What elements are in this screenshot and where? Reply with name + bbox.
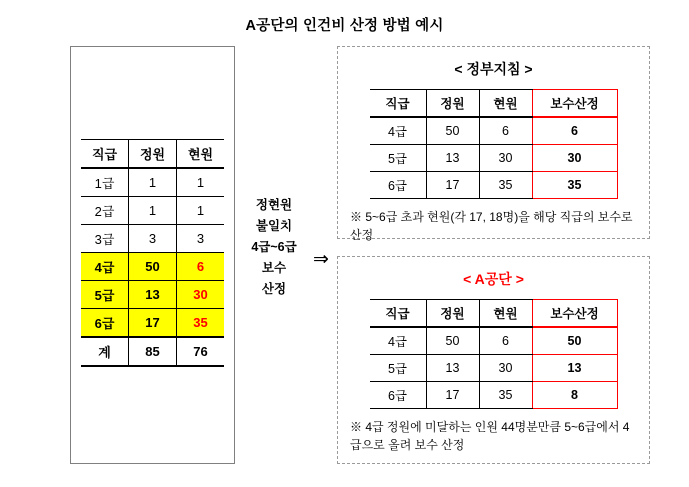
column-header-pay-calc: 보수산정	[532, 300, 617, 328]
middle-annotation	[238, 195, 310, 300]
government-title: < 정부지침 >	[454, 61, 533, 77]
cell-quota: 50	[426, 117, 479, 145]
table-row	[370, 327, 618, 355]
cell-current: 30	[479, 145, 532, 172]
table-row	[81, 225, 224, 253]
arrow-right-icon: ⇒	[313, 249, 329, 270]
cell-pay-calc: 6	[532, 117, 617, 145]
cell-current: 35	[479, 172, 532, 199]
column-header-pay-calc: 보수산정	[532, 90, 617, 118]
table-header-row	[370, 300, 618, 328]
column-header-quota: 정원	[129, 140, 177, 169]
cell-current: 6	[479, 327, 532, 355]
table-row	[370, 382, 618, 409]
cell-quota: 17	[426, 382, 479, 409]
column-header-grade: 직급	[370, 300, 427, 328]
table-header-row	[370, 90, 618, 118]
annotation-line: 4급~6급	[251, 240, 297, 254]
cell-quota: 1	[129, 197, 177, 225]
table-row	[81, 168, 224, 197]
staffing-table	[81, 139, 224, 367]
cell-quota: 50	[426, 327, 479, 355]
cell-current: 6	[479, 117, 532, 145]
column-header-current: 현원	[479, 300, 532, 328]
table-total-row	[81, 337, 224, 366]
cell-current: 3	[177, 225, 225, 253]
cell-quota: 17	[426, 172, 479, 199]
column-header-quota: 정원	[426, 90, 479, 118]
cell-grade: 4급	[81, 253, 129, 281]
cell-current: 35	[479, 382, 532, 409]
cell-grade: 5급	[81, 281, 129, 309]
annotation-line: 보수	[261, 261, 287, 275]
cell-quota: 3	[129, 225, 177, 253]
table-row-highlighted	[81, 253, 224, 281]
government-note: ※ 5~6급 초과 현원(각 17, 18명)을 해당 직급의 보수로 산정	[350, 210, 633, 242]
cell-current: 35	[177, 309, 225, 338]
cell-grade: 2급	[81, 197, 129, 225]
table-row	[370, 172, 618, 199]
table-row-highlighted	[81, 281, 224, 309]
cell-grade: 6급	[81, 309, 129, 338]
table-row	[370, 355, 618, 382]
cell-grade: 5급	[370, 355, 427, 382]
cell-quota: 13	[426, 355, 479, 382]
cell-pay-calc: 30	[532, 145, 617, 172]
cell-grade: 6급	[370, 172, 427, 199]
cell-total-current: 76	[177, 337, 225, 366]
cell-grade: 6급	[370, 382, 427, 409]
column-header-current: 현원	[177, 140, 225, 169]
cell-current: 30	[479, 355, 532, 382]
cell-grade: 3급	[81, 225, 129, 253]
table-row	[370, 117, 618, 145]
cell-pay-calc: 13	[532, 355, 617, 382]
cell-quota: 50	[129, 253, 177, 281]
agency-note: ※ 4급 정원에 미달하는 인원 44명분만큼 5~6급에서 4급으로 올려 보수 산정	[350, 420, 630, 452]
cell-current: 30	[177, 281, 225, 309]
table-row	[81, 197, 224, 225]
cell-grade: 4급	[370, 117, 427, 145]
table-row	[370, 145, 618, 172]
agency-box	[337, 256, 650, 464]
cell-quota: 13	[426, 145, 479, 172]
agency-table	[370, 299, 618, 409]
cell-total-quota: 85	[129, 337, 177, 366]
table-header-row	[81, 140, 224, 169]
cell-total-label: 계	[81, 337, 129, 366]
cell-pay-calc: 50	[532, 327, 617, 355]
annotation-line: 불일치	[255, 219, 293, 233]
column-header-grade: 직급	[81, 140, 129, 169]
page-title: A공단의 인건비 산정 방법 예시	[245, 18, 444, 34]
government-table	[370, 89, 618, 199]
cell-grade: 4급	[370, 327, 427, 355]
cell-current: 1	[177, 197, 225, 225]
cell-grade: 5급	[370, 145, 427, 172]
table-row-highlighted	[81, 309, 224, 338]
cell-quota: 13	[129, 281, 177, 309]
annotation-line: 산정	[261, 282, 287, 296]
agency-title: < A공단 >	[463, 271, 524, 287]
column-header-quota: 정원	[426, 300, 479, 328]
government-guideline-box	[337, 46, 650, 242]
column-header-current: 현원	[479, 90, 532, 118]
cell-pay-calc: 8	[532, 382, 617, 409]
cell-grade: 1급	[81, 168, 129, 197]
column-header-grade: 직급	[370, 90, 427, 118]
annotation-line: 정현원	[255, 198, 293, 212]
cell-quota: 17	[129, 309, 177, 338]
cell-pay-calc: 35	[532, 172, 617, 199]
cell-current: 6	[177, 253, 225, 281]
cell-current: 1	[177, 168, 225, 197]
cell-quota: 1	[129, 168, 177, 197]
